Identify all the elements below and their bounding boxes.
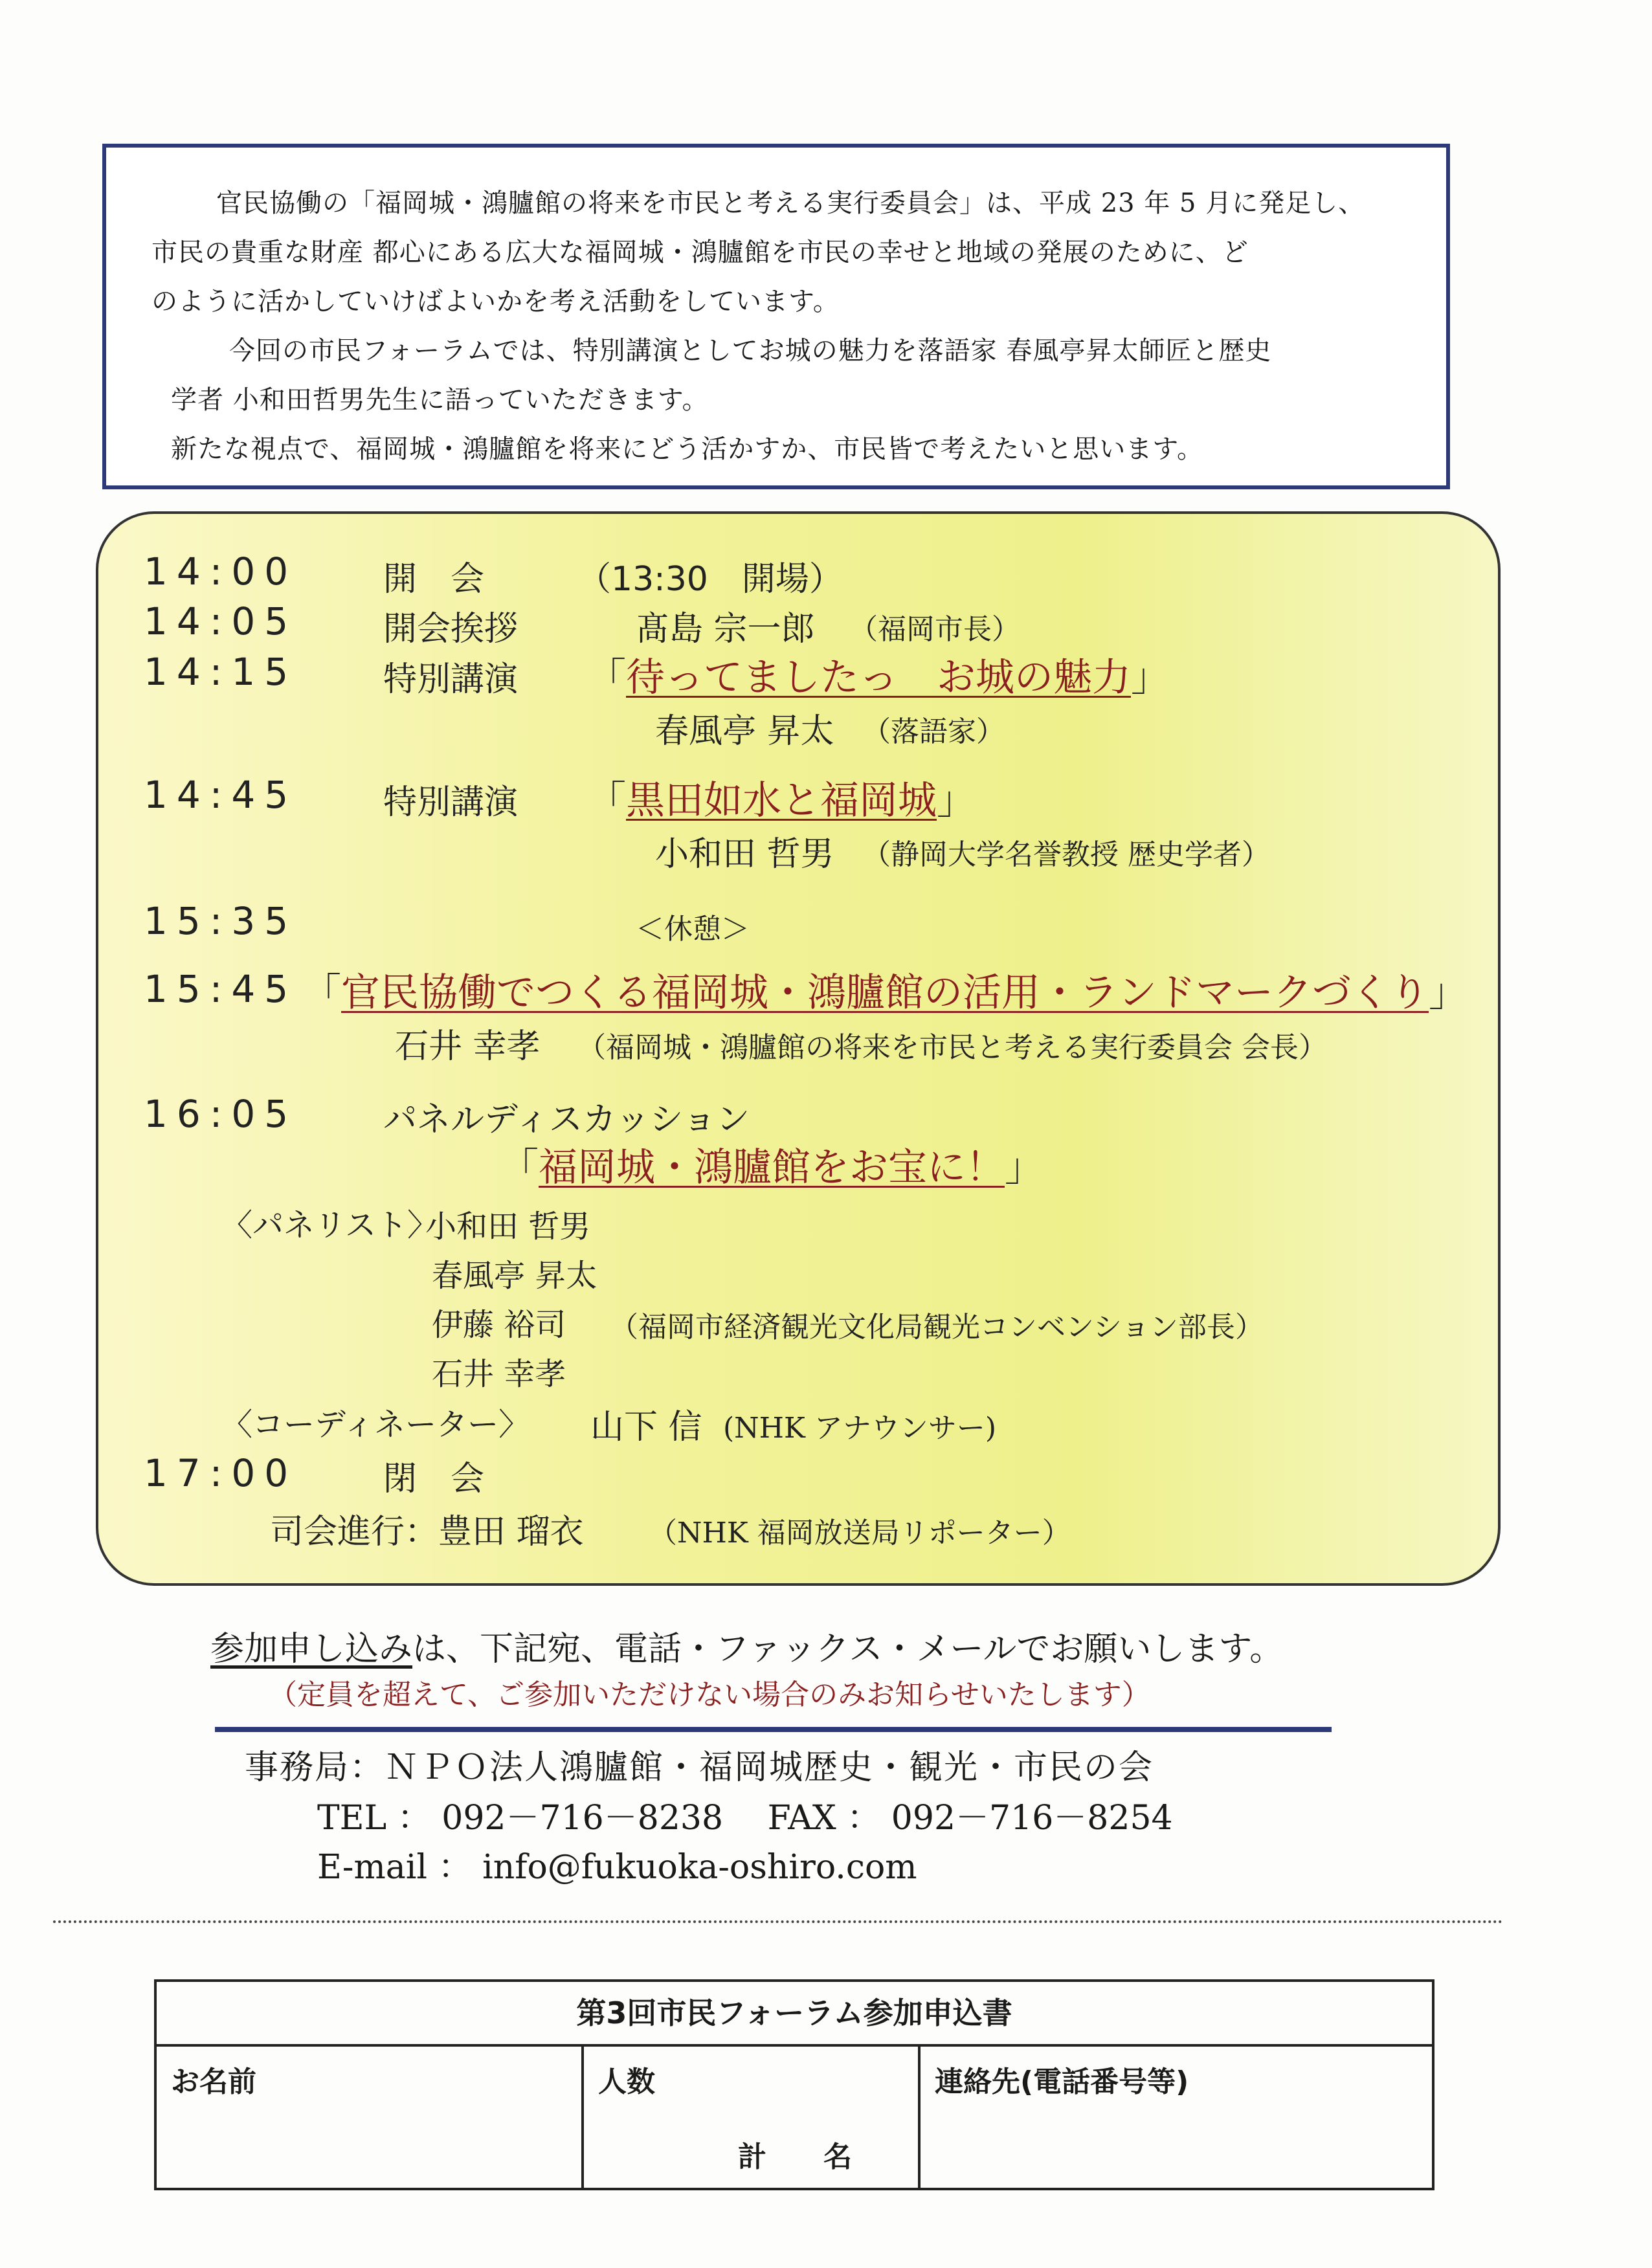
application-form [154,1979,1434,2190]
speaker-greeting: 髙島 宗一郎 [636,610,815,649]
form-name-label: お名前 [171,2065,256,2098]
time-lecture2: 14:45 [144,773,298,817]
time-panel: 16:05 [144,1092,298,1136]
title-panel [500,1137,1044,1192]
speaker-lecture2: 小和田 哲男 [655,835,834,874]
application-emphasis: 参加申し込み [210,1630,413,1669]
panelist-1: 小和田 哲男 [425,1208,591,1245]
label-panel: パネルディスカッション [383,1100,750,1139]
intro-line-1: 官民協働の「福岡城・鴻臚館の将来を市民と考える実行委員会」は、平成 23 年 5 月に発足し、 [216,188,1365,218]
form-contact-field[interactable] [921,2047,1434,2190]
form-title: 第3回市民フォーラム参加申込書 [157,1982,1432,2047]
intro-box [102,144,1450,489]
time-talk: 15:45 [144,967,298,1011]
speaker-talk: 石井 幸孝 [395,1027,541,1066]
schedule-panel [96,511,1501,1586]
note-opening: （13:30 開場） [577,560,843,599]
panelists-label: 〈パネリスト〉 [221,1207,439,1243]
panelist-2: 春風亭 昇太 [432,1258,597,1294]
cut-line [53,1920,1503,1923]
title-panel-text: 福岡城・鴻臚館をお宝に！ [539,1145,1005,1190]
open-quote: 「 [302,970,341,1016]
title-lecture1-text: 待ってましたっ お城の魅力 [626,655,1131,700]
title-lecture1 [587,647,1170,702]
intro-line-4: 今回の市民フォーラムでは、特別講演としてお城の魅力を落語家 春風亭昇太師匠と歴史 [229,336,1272,366]
title-talk-text: 官民協働でつくる福岡城・鴻臚館の活用・ランドマークづくり [341,970,1429,1016]
mc-affiliation: （NHK 福岡放送局リポーター） [649,1517,1071,1550]
intro-line-6: 新たな視点で、福岡城・鴻臚館を将来にどう活かすか、市民皆で考えたいと思います。 [171,434,1203,464]
close-quote: 」 [1429,970,1468,1016]
form-contact-label: 連絡先(電話番号等) [935,2065,1189,2098]
label-break: ＜休憩＞ [636,913,750,946]
label-opening: 開 会 [383,560,485,599]
close-quote: 」 [937,778,976,823]
time-lecture1: 14:15 [144,650,298,694]
affiliation-lecture2: （静岡大学名誉教授 歴史学者） [862,838,1270,871]
time-greeting: 14:05 [144,599,298,643]
label-greeting: 開会挨拶 [383,610,519,649]
time-break: 15:35 [144,899,298,943]
form-total-label: 計 名 [738,2140,852,2174]
time-opening: 14:00 [144,550,298,594]
panelist-3-affiliation: （福岡市経済観光文化局観光コンベンション部長） [610,1311,1264,1344]
close-quote: 」 [1005,1145,1044,1190]
coordinator-label: 〈コーディネーター〉 [221,1406,530,1443]
affiliation-greeting: （福岡市長） [849,613,1020,646]
open-quote: 「 [587,655,626,700]
close-quote: 」 [1131,655,1170,700]
intro-line-3: のように活かしていけばよいかを考え活動をしています。 [151,287,840,317]
label-closing: 閉 会 [383,1460,485,1498]
coordinator-affiliation: (NHK アナウンサー) [723,1412,997,1445]
application-line [210,1621,1283,1670]
open-quote: 「 [500,1145,539,1190]
open-quote: 「 [587,778,626,823]
affiliation-lecture1: （落語家） [862,715,1005,748]
form-name-field[interactable] [157,2047,584,2190]
title-talk [302,962,1468,1017]
affiliation-talk: （福岡城・鴻臚館の将来を市民と考える実行委員会 会長） [577,1031,1327,1064]
form-count-field[interactable] [584,2047,921,2190]
application-note: （定員を超えて、ご参加いただけない場合のみお知らせいたします） [269,1678,1150,1711]
label-lecture1: 特別講演 [383,660,519,699]
coordinator-name: 山下 信 [590,1408,702,1447]
time-closing: 17:00 [144,1451,298,1495]
mc-label: 司会進行：豊田 瑠衣 [270,1513,584,1551]
intro-line-5: 学者 小和田哲男先生に語っていただきます。 [171,385,709,415]
title-lecture2 [587,770,976,825]
application-text: は、下記宛、電話・ファックス・メールでお願いします。 [412,1630,1284,1669]
title-lecture2-text: 黒田如水と福岡城 [626,778,937,823]
label-lecture2: 特別講演 [383,783,519,822]
panelist-3: 伊藤 裕司 [432,1307,566,1343]
divider [215,1727,1332,1732]
contact-email: E-mail ： info@fukuoka-oshiro.com [317,1848,917,1887]
panelist-4: 石井 幸孝 [432,1356,566,1392]
contact-office: 事務局：ＮＰＯ法人鴻臚館・福岡城歴史・観光・市民の会 [245,1748,1154,1787]
speaker-lecture1: 春風亭 昇太 [655,712,834,751]
intro-line-2: 市民の貴重な財産 都心にある広大な福岡城・鴻臚館を市民の幸せと地域の発展のために、ど [151,238,1249,267]
form-count-label: 人数 [598,2065,655,2098]
contact-tel-fax: TEL ： 092－716－8238 FAX ： 092－716－8254 [317,1799,1173,1838]
